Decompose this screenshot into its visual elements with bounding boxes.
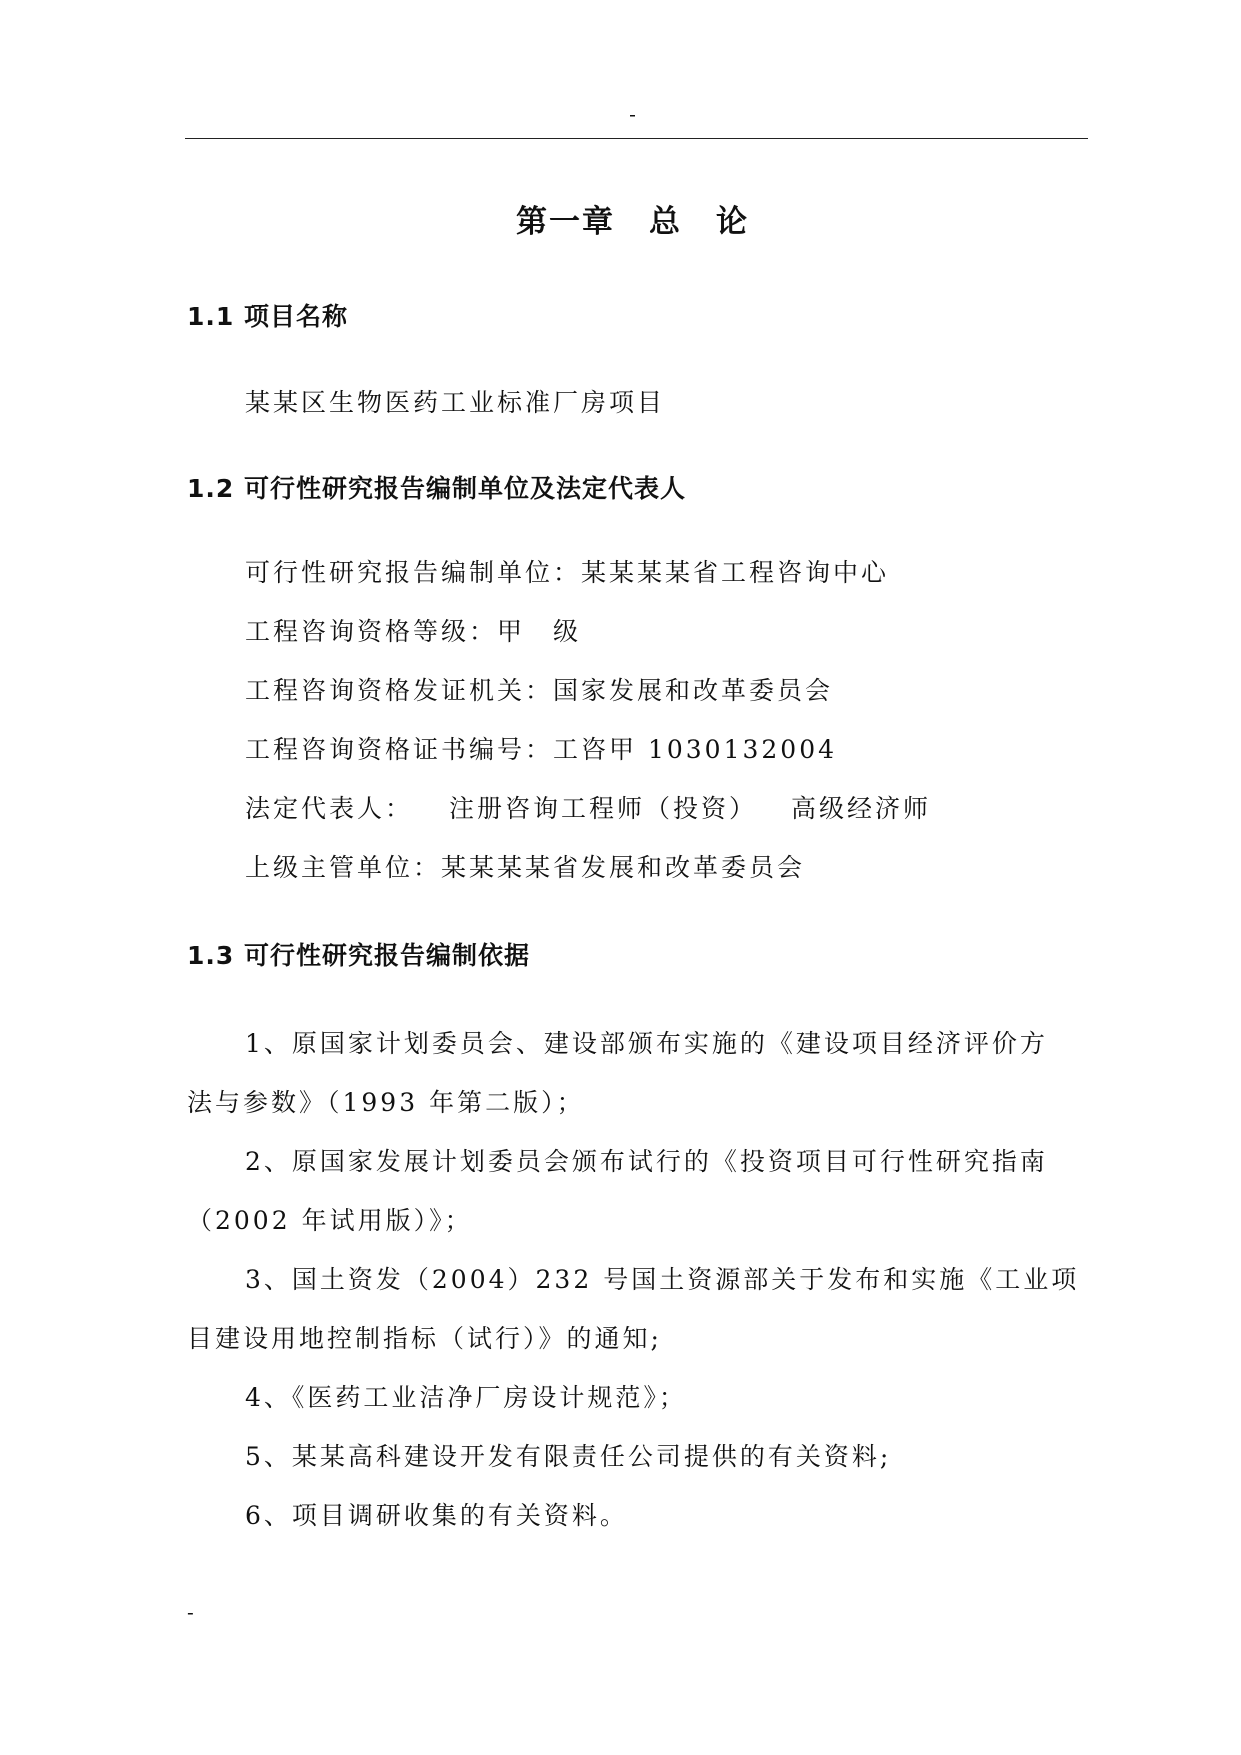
legal-representative-label: 法定代表人：: [245, 794, 414, 823]
basis-item-3-line-2: 目建设用地控制指标（试行）》的通知;: [187, 1324, 662, 1353]
basis-item-2-line-2: （2002 年试用版）》；: [187, 1206, 473, 1235]
qualification-grade-line: 工程咨询资格等级：甲 级: [245, 617, 582, 646]
compiling-unit-line: 可行性研究报告编制单位：某某某某省工程咨询中心: [245, 558, 890, 587]
chapter-title-char-2: 论: [716, 204, 749, 240]
basis-item-5: 5、某某高科建设开发有限责任公司提供的有关资料;: [245, 1442, 892, 1471]
section-heading-1-3: 1.3 可行性研究报告编制依据: [187, 941, 530, 970]
basis-item-3-line-1: 3、国土资发（2004）232 号国土资源部关于发布和实施《工业项: [245, 1265, 1080, 1294]
supervising-unit-line: 上级主管单位：某某某某省发展和改革委员会: [245, 853, 806, 882]
page-header-mark: -: [629, 102, 636, 126]
basis-item-6: 6、项目调研收集的有关资料。: [245, 1501, 628, 1530]
page-footer-mark: -: [187, 1600, 194, 1624]
legal-representative-title-2: 高级经济师: [791, 794, 932, 823]
header-rule: [185, 138, 1088, 139]
chapter-title-char-1: 总: [649, 204, 682, 240]
section-heading-1-2: 1.2 可行性研究报告编制单位及法定代表人: [187, 474, 686, 503]
issuing-authority-line: 工程咨询资格发证机关：国家发展和改革委员会: [245, 676, 834, 705]
basis-item-2-line-1: 2、原国家发展计划委员会颁布试行的《投资项目可行性研究指南: [245, 1147, 1048, 1176]
basis-item-1-line-2: 法与参数》（1993 年第二版）；: [187, 1088, 585, 1117]
project-name: 某某区生物医药工业标准厂房项目: [245, 388, 666, 417]
certificate-number-line: 工程咨询资格证书编号：工咨甲 1030132004: [245, 735, 838, 764]
section-heading-1-1: 1.1 项目名称: [187, 302, 348, 331]
legal-representative-line: [245, 794, 931, 824]
chapter-title: [12, 196, 1241, 241]
basis-item-4: 4、《医药工业洁净厂房设计规范》；: [245, 1383, 687, 1412]
legal-representative-title-1: 注册咨询工程师（投资）: [449, 794, 758, 823]
chapter-number: 第一章: [516, 204, 615, 240]
basis-item-1-line-1: 1、原国家计划委员会、建设部颁布实施的《建设项目经济评价方: [245, 1029, 1048, 1058]
